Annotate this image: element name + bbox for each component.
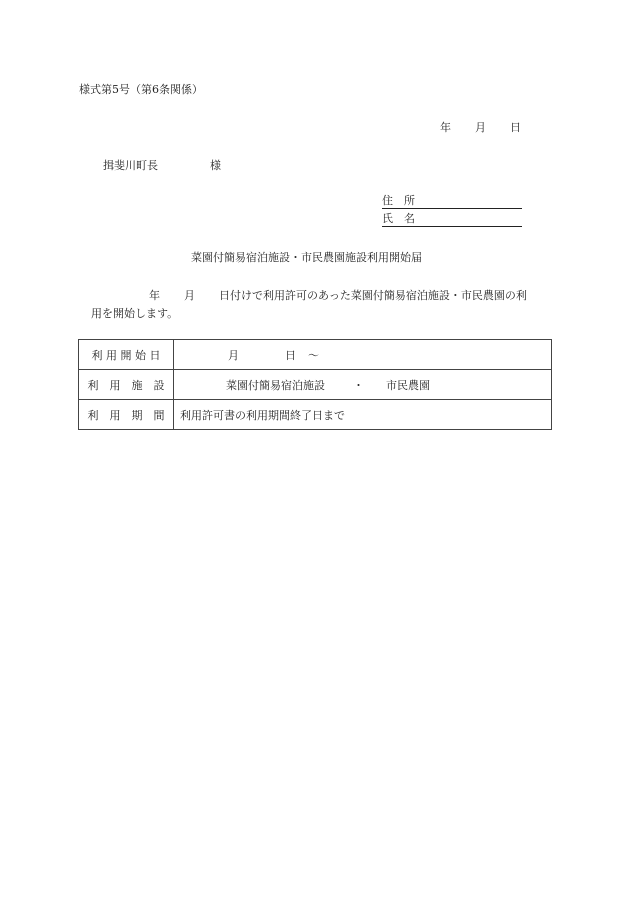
document-title: 菜園付簡易宿泊施設・市民農園施設利用開始届 [191,251,422,264]
start-date-day: 日 [285,348,296,362]
submission-date [440,119,521,135]
facility-option-farm: 市民農園 [386,378,430,392]
body-year-label: 年 [149,289,160,302]
applicant-address-field[interactable] [382,192,522,209]
facility-label: 利 用 施 設 [79,370,174,400]
date-year-label: 年 [440,121,451,134]
addressee [103,157,221,173]
body-text-rest: 日付けで利用許可のあった菜園付簡易宿泊施設・市民農園の利 [219,289,527,302]
facility-separator: ・ [353,378,364,392]
date-day-label: 日 [510,121,521,134]
addressee-name: 揖斐川町長 [103,159,158,172]
start-date-tilde: ～ [308,348,319,362]
applicant-name-field[interactable] [382,210,522,227]
body-text-line-2: 用を開始します。 [91,307,179,320]
period-label: 利 用 期 間 [79,400,174,430]
addressee-honorific: 様 [210,159,221,172]
period-value: 利用許可書の利用期間終了日まで [174,400,552,430]
name-label: 氏 名 [382,212,415,225]
table-row-start-date [79,340,552,370]
body-text-line-1 [149,287,527,303]
facility-option-lodging: 菜園付簡易宿泊施設 [226,378,325,392]
date-month-label: 月 [475,121,486,134]
usage-info-table [78,339,552,430]
facility-value[interactable] [174,370,552,400]
table-row-period [79,400,552,430]
form-number: 様式第5号（第6条関係） [79,83,203,96]
table-row-facility [79,370,552,400]
address-label: 住 所 [382,194,415,207]
start-date-value[interactable] [174,340,552,370]
start-date-label: 利 用 開 始 日 [79,340,174,370]
start-date-month: 月 [228,348,239,362]
body-month-label: 月 [184,289,195,302]
